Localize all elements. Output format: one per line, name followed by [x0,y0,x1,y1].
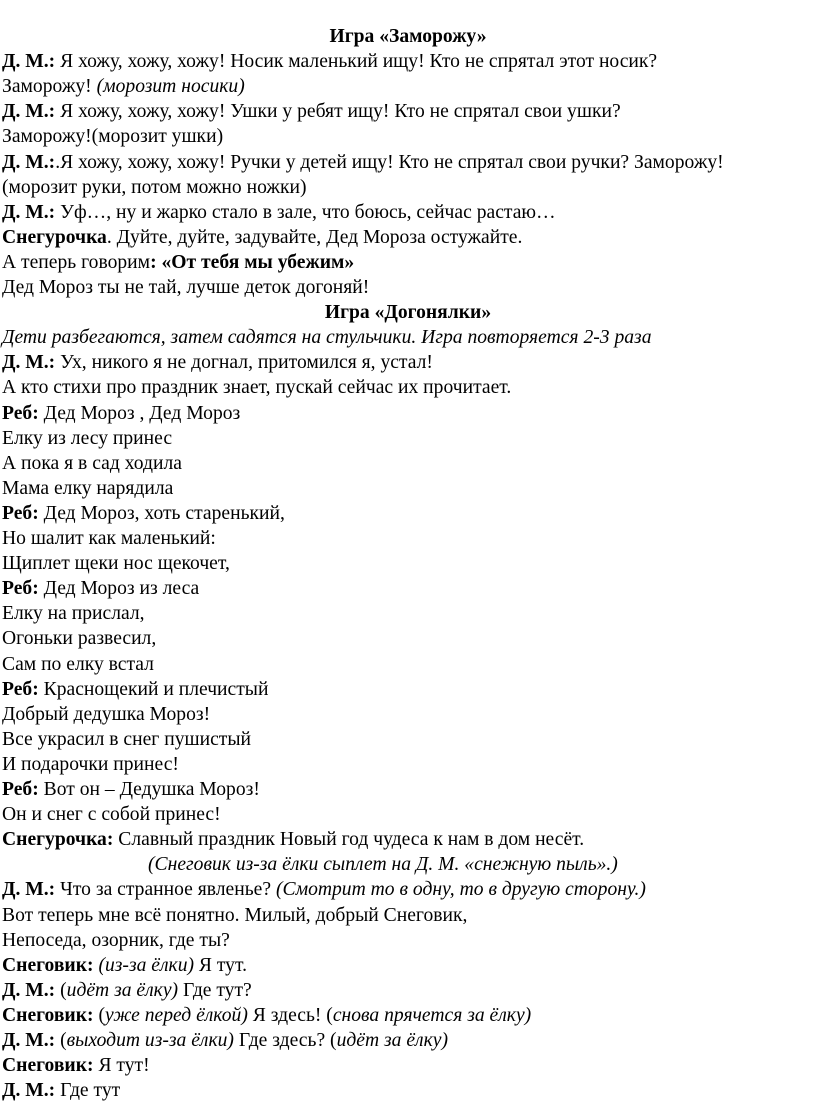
line-text: ( [55,1030,67,1051]
line-text: Краснощекий и плечистый [38,678,269,700]
line-text: Мама елку нарядила [2,477,174,499]
text-line [2,200,810,225]
text-line [2,626,810,651]
line-text: Елку из лесу принес [2,427,173,449]
line-text: Заморожу!(морозит ушки) [2,126,224,148]
text-line [2,928,810,953]
line-text: Я тут! [93,1055,150,1077]
text-line [2,1078,810,1103]
text-line [2,777,810,802]
text-line [2,827,810,852]
line-text: Дед Мороз из леса [38,578,200,600]
text-line [2,1053,810,1078]
text-line [2,99,810,124]
speaker-label: Снеговик: [2,1055,94,1077]
text-line [0,24,816,49]
text-line [2,652,810,677]
stage-direction: идёт за ёлку) [336,1030,448,1051]
text-line [2,350,810,375]
text-line [2,802,810,827]
stage-direction: снова прячется за ёлку) [332,1004,532,1026]
text-line [2,677,810,702]
text-line [2,727,810,752]
line-text: Ух, никого я не догнал, притомился я, устал! [55,352,433,374]
line-text: Где здесь? ( [233,1030,337,1051]
stage-direction: идёт за ёлку) [66,979,179,1001]
text-line [2,74,810,99]
text-line [2,877,810,902]
line-text: Я хожу, хожу, хожу! Носик маленький ищу! Кто не спрятал этот носик? [55,51,658,73]
text-line [2,601,810,626]
speaker-label: Реб: [2,578,39,600]
line-text: Огоньки развесил, [2,628,157,650]
speaker-label: Реб: [2,402,39,424]
line-text: ( [93,1004,105,1026]
speaker-label: Реб: [2,779,39,800]
line-text: Сам по елку встал [2,653,154,675]
speaker-label: Д. М.: [2,51,56,73]
line-text: И подарочки принес! [2,753,179,775]
stage-direction: (Смотрит то в одну, то в другую сторону.) [275,879,646,901]
line-text: Дед Мороз, хоть старенький, [38,502,285,524]
text-line [2,401,810,426]
text-line [0,300,816,325]
speaker-label: Снеговик: [2,1004,94,1026]
text-line [2,576,810,601]
text-line [2,953,810,978]
stage-direction: (Снеговик из-за ёлки сыплет на Д. М. «снежную пыль».) [148,854,618,876]
stage-direction: (из-за ёлки) [98,954,195,976]
line-text: А пока я в сад ходила [2,452,182,474]
text-line [2,150,810,175]
stage-direction: выходит из-за ёлки) [66,1030,234,1051]
line-text: Вот он – Дедушка Мороз! [38,779,260,800]
text-line [2,375,810,400]
text-line [2,852,810,877]
line-text: .Я хожу, хожу, хожу! Ручки у детей ищу! Кто не спрятал свои ручки? Заморожу! [55,151,724,173]
text-line [2,551,810,576]
stage-direction: Дети разбегаются, затем садятся на стульчики. Игра повторяется 2-3 раза [2,327,652,349]
text-line [2,124,810,149]
speaker-label: Д. М.: [2,352,56,374]
line-text: Елку на прислал, [2,603,145,625]
speaker-label: Игра «Догонялки» [324,302,492,324]
line-text: Славный праздник Новый год чудеса к нам в дом несёт. [113,829,585,851]
text-line [2,325,810,350]
text-line [2,225,810,250]
speaker-label: : «От тебя мы убежим» [150,251,355,273]
speaker-label: Д. М.: [2,201,56,223]
text-line [2,451,810,476]
line-text: Вот теперь мне всё понятно. Милый, добрый Снеговик, [2,904,468,926]
text-line [2,752,810,777]
speaker-label: Д. М.: [2,101,56,123]
line-text: Что за странное явленье? [55,879,276,901]
text-line [2,526,810,551]
line-text: А кто стихи про праздник знает, пускай сейчас их прочитает. [2,377,512,399]
stage-direction: уже перед ёлкой) [104,1004,248,1026]
speaker-label: Реб: [2,502,39,524]
line-text: Все украсил в снег пушистый [2,728,251,750]
text-line [2,702,810,727]
line-text: Уф…, ну и жарко стало в зале, что боюсь, сейчас растаю… [55,201,556,223]
speaker-label: Реб: [2,678,39,700]
line-text: Добрый дедушка Мороз! [2,703,211,725]
speaker-label: Игра «Заморожу» [329,26,487,47]
line-text: . Дуйте, дуйте, задувайте, Дед Мороза остужайте. [106,226,523,248]
text-line [2,175,810,200]
line-text: Щиплет щеки нос щекочет, [2,553,230,575]
line-text: А теперь говорим [2,251,151,273]
text-line [2,250,810,275]
speaker-label: Д. М.: [2,879,56,901]
speaker-label: Д. М.: [2,151,56,173]
line-text: Он и снег с собой принес! [2,804,221,826]
text-line [2,1003,810,1028]
line-text: Я тут. [194,954,247,976]
speaker-label: Снегурочка [2,226,107,248]
line-text: Дед Мороз , Дед Мороз [38,402,241,424]
speaker-label: Снеговик: [2,954,94,976]
text-line [2,476,810,501]
speaker-label: Д. М.: [2,1030,56,1051]
speaker-label: Д. М.: [2,1080,56,1102]
text-line [2,978,810,1003]
text-line [2,903,810,928]
line-text: (морозит руки, потом можно ножки) [2,176,307,198]
text-line [2,275,810,300]
line-text: ( [55,979,67,1001]
speaker-label: Снегурочка: [2,829,114,851]
line-text: Заморожу! [2,76,97,98]
text-line [2,426,810,451]
text-line [2,1028,810,1053]
stage-direction: (морозит носики) [96,76,245,98]
line-text: Непоседа, озорник, где ты? [2,929,230,951]
line-text: Я здесь! ( [247,1004,333,1026]
text-line [2,49,810,74]
line-text: Дед Мороз ты не тай, лучше деток догоняй! [2,277,370,298]
line-text: Я хожу, хожу, хожу! Ушки у ребят ищу! Кто не спрятал свои ушки? [55,101,621,123]
line-text: Но шалит как маленький: [2,528,216,549]
line-text: Где тут [55,1080,121,1102]
speaker-label: Д. М.: [2,979,56,1001]
line-text: Где тут? [178,979,252,1001]
text-line [2,501,810,526]
